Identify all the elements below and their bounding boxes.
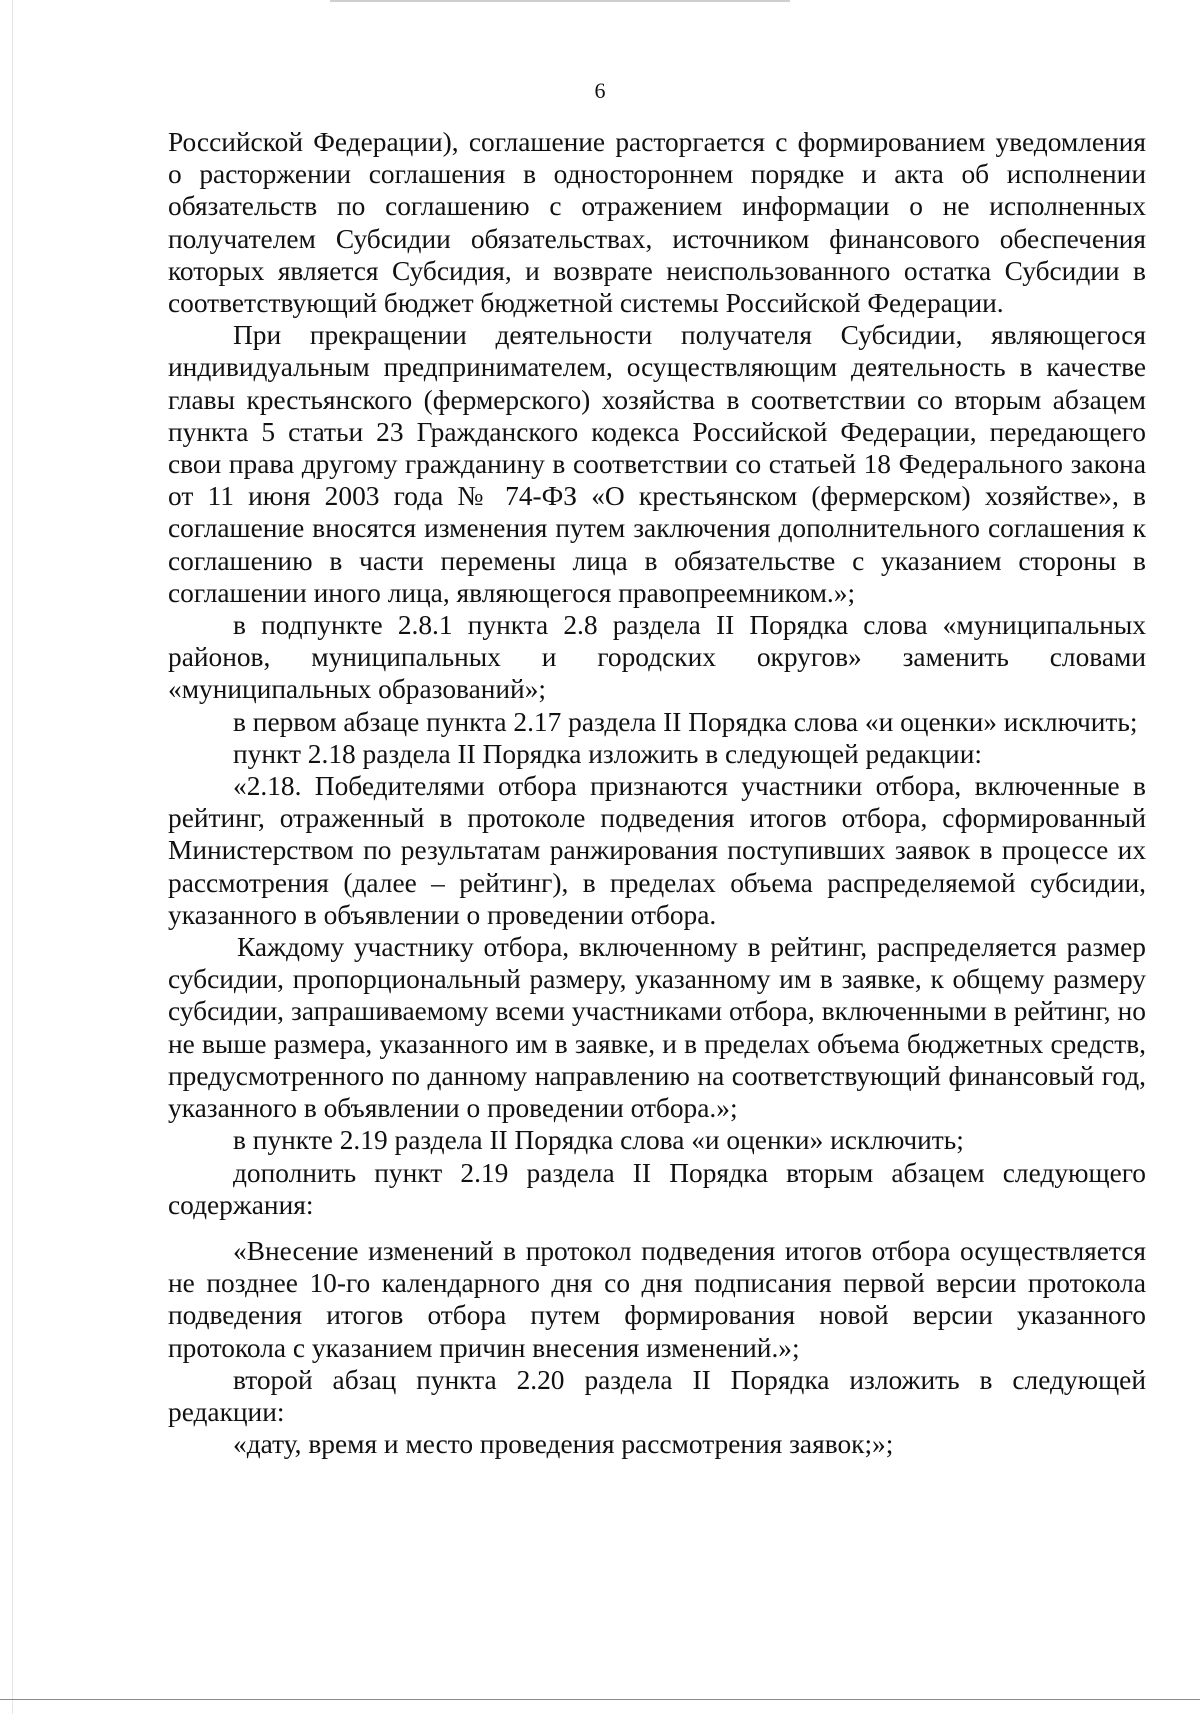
paragraph-point-2-19-addition: дополнить пункт 2.19 раздела II Порядка вторым абзацем следующего содержания: [168, 1157, 1146, 1220]
paragraph-point-2-17: в первом абзаце пункта 2.17 раздела II Порядка слова «и оценки» исключить; [233, 706, 1138, 737]
paragraph-termination-end: Российской Федерации), соглашение расторгается с формированием уведомления о расторжении соглашения в одностороннем порядке и акта об исполнении обязательств по соглашению с отражением информации о не исполненных получателем Субсидии обязательствах, источником финансового обеспечения которых является Субсидия, и возврате неиспользованного остатка Субсидии в соответствующий бюджет бюджетной системы Российской Федерации. [168, 127, 1146, 319]
scan-edge-left [12, 0, 13, 1714]
paragraph-subpoint-2-8-1: в подпункте 2.8.1 пункта 2.8 раздела II Порядка слова «муниципальных районов, муниципальных и городских округов» заменить словами «муниципальных образований»; [168, 610, 1146, 705]
scan-edge-bottom [0, 1699, 1200, 1700]
paragraph-point-2-20: второй абзац пункта 2.20 раздела II Порядка изложить в следующей редакции: [168, 1364, 1146, 1427]
paragraph-point-2-18-winners: «2.18. Победителями отбора признаются участники отбора, включенные в рейтинг, отраженный в протоколе подведения итогов отбора, сформированный Министерством по результатам ранжирования поступивших заявок в процессе их рассмотрения (далее – рейтинг), в пределах объема распределяемой субсидии, указанного в объявлении о проведении отбора. [168, 771, 1146, 930]
document-body [168, 126, 1146, 1460]
paragraph-activity-termination: При прекращении деятельности получателя Субсидии, являющегося индивидуальным предпринимателем, осуществляющим деятельность в качестве главы крестьянского (фермерского) хозяйства в соответствии со вторым абзацем пункта 5 статьи 23 Гражданского кодекса Российской Федерации, передающего свои права другому гражданину в соответствии со статьей 18 Федерального закона от 11 июня 2003 года № 74-ФЗ «О крестьянском (фермерском) хозяйстве», в соглашение вносятся изменения путем заключения дополнительного соглашения к соглашению в части перемены лица в обязательстве с указанием стороны в соглашении иного лица, являющегося правопреемником.»; [168, 320, 1146, 608]
paragraph-subsidy-distribution: Каждому участнику отбора, включенному в рейтинг, распределяется размер субсидии, пропорциональный размеру, указанному им в заявке, к общему размеру субсидии, запрашиваемому всеми участниками отбора, включенными в рейтинг, но не выше размера, указанного им в заявке, и в пределах объема бюджетных средств, предусмотренного по данному направлению на соответствующий финансовый год, указанного в объявлении о проведении отбора.»; [168, 932, 1146, 1124]
paragraph-point-2-18-intro: пункт 2.18 раздела II Порядка изложить в следующей редакции: [233, 738, 982, 769]
paragraph-point-2-19: в пункте 2.19 раздела II Порядка слова «и оценки» исключить; [233, 1125, 964, 1156]
page-number: 6 [594, 78, 606, 103]
paragraph-review-date: «дату, время и место проведения рассмотрения заявок;»; [233, 1429, 894, 1460]
scan-edge-top [330, 0, 790, 2]
paragraph-protocol-changes: «Внесение изменений в протокол подведения итогов отбора осуществляется не позднее 10-го календарного дня со дня подписания первой версии протокола подведения итогов отбора путем формирования новой версии указанного протокола с указанием причин внесения изменений.»; [168, 1235, 1146, 1363]
